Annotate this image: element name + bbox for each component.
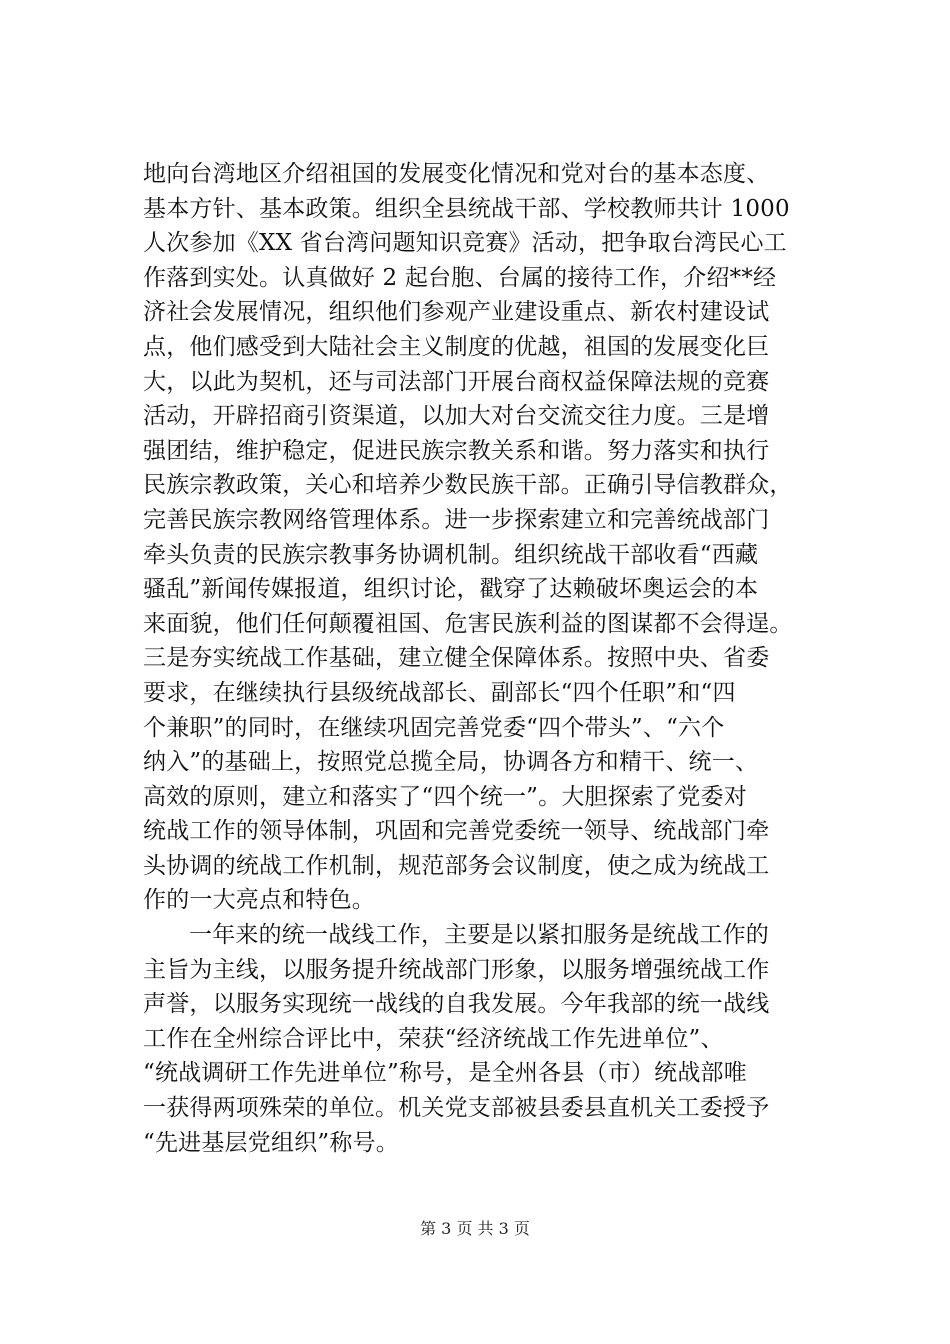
- text-line: 大，以此为契机，还与司法部门开展台商权益保障法规的竞赛: [143, 368, 770, 395]
- text-line: 强团结，维护稳定，促进民族宗教关系和谐。努力落实和执行: [143, 437, 770, 464]
- text-line: 基本方针、基本政策。组织全县统战干部、学校教师共计 1000: [143, 195, 790, 222]
- text-line: 地向台湾地区介绍祖国的发展变化情况和党对台的基本态度、: [143, 161, 770, 187]
- text-line: “先进基层党组织”称号。: [143, 1129, 399, 1156]
- text-line: 人次参加《XX 省台湾问题知识竞赛》活动，把争取台湾民心工: [143, 230, 787, 257]
- text-line: 个兼职”的同时，在继续巩固完善党委“四个带头”、“六个: [143, 714, 725, 741]
- text-line: 活动，开辟招商引资渠道，以加大对台交流交往力度。三是增: [143, 403, 770, 430]
- text-line: 三是夯实统战工作基础，建立健全保障体系。按照中央、省委: [143, 645, 770, 672]
- text-line: 民族宗教政策，关心和培养少数民族干部。正确引导信教群众，: [143, 472, 793, 499]
- text-line: 统战工作的领导体制，巩固和完善党委统一领导、统战部门牵: [143, 818, 770, 845]
- text-line: 骚乱”新闻传媒报道，组织讨论，戳穿了达赖破坏奥运会的本: [143, 576, 759, 603]
- paragraph-first-line: 一年来的统一战线工作，主要是以紧扣服务是统战工作的: [189, 922, 769, 949]
- text-line: “统战调研工作先进单位”称号，是全州各县（市）统战部唯: [143, 1060, 747, 1087]
- text-line: 完善民族宗教网络管理体系。进一步探索建立和完善统战部门: [143, 506, 770, 533]
- page-footer: 第 3 页 共 3 页: [420, 1219, 530, 1238]
- text-line: 作落到实处。认真做好 2 起台胞、台属的接待工作，介绍**经: [143, 264, 777, 291]
- text-line: 点，他们感受到大陆社会主义制度的优越，祖国的发展变化巨: [143, 333, 770, 360]
- document-body: [143, 157, 843, 1160]
- text-line: 工作在全州综合评比中，荣获“经济统战工作先进单位”、: [143, 1025, 724, 1052]
- text-line: 头协调的统战工作机制，规范部务会议制度，使之成为统战工: [143, 852, 770, 879]
- text-line: 来面貌，他们任何颠覆祖国、危害民族利益的图谋都不会得逞。: [143, 610, 793, 637]
- text-line: 作的一大亮点和特色。: [143, 887, 375, 914]
- text-line: 一获得两项殊荣的单位。机关党支部被县委县直机关工委授予: [143, 1095, 770, 1122]
- text-line: 济社会发展情况，组织他们参观产业建设重点、新农村建设试: [143, 299, 770, 326]
- text-line: 高效的原则，建立和落实了“四个统一”。大胆探索了党委对: [143, 783, 747, 810]
- text-line: 主旨为主线，以服务提升统战部门形象，以服务增强统战工作: [143, 956, 770, 983]
- text-line: 纳入”的基础上，按照党总揽全局，协调各方和精干、统一、: [143, 749, 759, 776]
- text-line: 牵头负责的民族宗教事务协调机制。组织统战干部收看“西藏: [143, 541, 759, 568]
- text-line: 声誉，以服务实现统一战线的自我发展。今年我部的统一战线: [143, 991, 770, 1018]
- text-line: 要求，在继续执行县级统战部长、副部长“四个任职”和“四: [143, 679, 736, 706]
